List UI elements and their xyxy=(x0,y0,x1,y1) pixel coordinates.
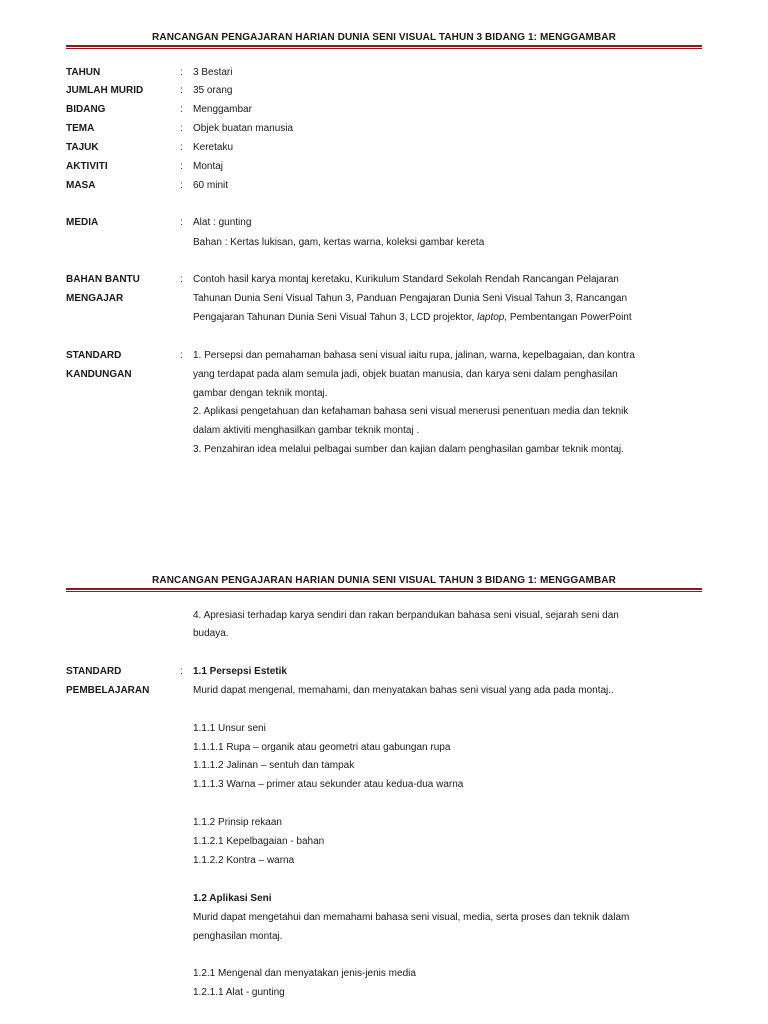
colon: : xyxy=(180,180,183,191)
bahan-bantu-line: Tahunan Dunia Seni Visual Tahun 3, Panduan Pengajaran Dunia Seni Visual Tahun 3, Rancangan xyxy=(193,293,628,304)
section-description: Murid dapat mengetahui dan memahami bahasa seni visual, media, serta proses dan teknik dalam xyxy=(193,912,630,923)
field-label-standard: STANDARD xyxy=(66,350,122,361)
colon: : xyxy=(180,142,183,153)
kandungan-line: 1. Persepsi dan pemahaman bahasa seni visual iaitu rupa, jalinan, warna, kepelbagaian, dan kontra xyxy=(193,350,635,361)
bahan-bantu-line: Contoh hasil karya montaj keretaku, Kurikulum Standard Sekolah Rendah Rancangan Pelajaran xyxy=(193,274,619,285)
kandungan-line: 4. Apresiasi terhadap karya sendiri dan rakan berpandukan bahasa seni visual, sejarah seni dan xyxy=(193,610,619,621)
page-title: RANCANGAN PENGAJARAN HARIAN DUNIA SENI VISUAL TAHUN 3 BIDANG 1: MENGGAMBAR xyxy=(152,32,616,43)
field-label-jumlah-murid: JUMLAH MURID xyxy=(66,85,144,96)
field-label-aktiviti: AKTIVITI xyxy=(66,161,108,172)
list-item: 1.2.1.1 Alat - gunting xyxy=(193,987,285,998)
header-divider xyxy=(66,588,702,592)
field-label-masa: MASA xyxy=(66,180,96,191)
list-item: 1.1.1 Unsur seni xyxy=(193,723,266,734)
field-label-tajuk: TAJUK xyxy=(66,142,99,153)
field-label-kandungan: KANDUNGAN xyxy=(66,369,132,380)
colon: : xyxy=(180,85,183,96)
colon: : xyxy=(180,666,183,677)
colon: : xyxy=(180,67,183,78)
page-title: RANCANGAN PENGAJARAN HARIAN DUNIA SENI VISUAL TAHUN 3 BIDANG 1: MENGGAMBAR xyxy=(152,575,616,586)
bahan-bantu-text: Pembentangan PowerPoint xyxy=(507,312,632,323)
field-value-masa: 60 minit xyxy=(193,180,229,191)
section-title-aplikasi-seni: 1.2 Aplikasi Seni xyxy=(193,893,272,904)
field-label-standard: STANDARD xyxy=(66,666,122,677)
kandungan-line: 3. Penzahiran idea melalui pelbagai sumber dan kajian dalam penghasilan gambar teknik montaj. xyxy=(193,444,624,455)
kandungan-line: budaya. xyxy=(193,628,229,639)
kandungan-line: dalam aktiviti menghasilkan gambar teknik montaj . xyxy=(193,425,420,436)
field-label-tahun: TAHUN xyxy=(66,67,101,78)
list-item: 1.1.2.1 Kepelbagaian - bahan xyxy=(193,836,325,847)
field-value-bidang: Menggambar xyxy=(193,104,252,115)
bahan-bantu-line xyxy=(193,311,632,324)
colon: : xyxy=(180,104,183,115)
section-description: penghasilan montaj. xyxy=(193,931,283,942)
list-item: 1.1.1.2 Jalinan – sentuh dan tampak xyxy=(193,760,355,771)
field-label-bidang: BIDANG xyxy=(66,104,106,115)
list-item: 1.1.2.2 Kontra – warna xyxy=(193,855,295,866)
list-item: 1.2.1 Mengenal dan menyatakan jenis-jenis media xyxy=(193,968,416,979)
field-value-tajuk: Keretaku xyxy=(193,142,234,153)
colon: : xyxy=(180,161,183,172)
colon: : xyxy=(180,123,183,134)
field-label-pembelajaran: PEMBELAJARAN xyxy=(66,685,150,696)
header-divider xyxy=(66,45,702,49)
field-label-media: MEDIA xyxy=(66,217,99,228)
field-value-tema: Objek buatan manusia xyxy=(193,123,294,134)
section-title-persepsi-estetik: 1.1 Persepsi Estetik xyxy=(193,666,287,677)
list-item: 1.1.1.3 Warna – primer atau sekunder atau kedua-dua warna xyxy=(193,779,464,790)
field-value-jumlah-murid: 35 orang xyxy=(193,85,233,96)
media-line: Alat : gunting xyxy=(193,217,252,228)
media-line: Bahan : Kertas lukisan, gam, kertas warna, koleksi gambar kereta xyxy=(193,237,485,248)
list-item: 1.1.2 Prinsip rekaan xyxy=(193,817,282,828)
laptop-text: laptop, xyxy=(477,312,508,323)
colon: : xyxy=(180,350,183,361)
section-description: Murid dapat mengenal, memahami, dan menyatakan bahas seni visual yang ada pada montaj.. xyxy=(193,685,614,696)
colon: : xyxy=(180,274,183,285)
field-value-aktiviti: Montaj xyxy=(193,161,224,172)
field-label-mengajar: MENGAJAR xyxy=(66,293,124,304)
kandungan-line: 2. Aplikasi pengetahuan dan kefahaman bahasa seni visual menerusi penentuan media dan teknik xyxy=(193,406,629,417)
kandungan-line: yang terdapat pada alam semula jadi, objek buatan manusia, dan karya seni dalam penghasilan xyxy=(193,369,618,380)
colon: : xyxy=(180,217,183,228)
bahan-bantu-text: Pengajaran Tahunan Dunia Seni Visual Tahun 3, LCD projektor, xyxy=(193,312,478,323)
field-value-tahun: 3 Bestari xyxy=(193,67,233,78)
kandungan-line: gambar dengan teknik montaj. xyxy=(193,388,328,399)
field-label-tema: TEMA xyxy=(66,123,95,134)
list-item: 1.1.1.1 Rupa – organik atau geometri atau gabungan rupa xyxy=(193,742,451,753)
field-label-bahan-bantu: BAHAN BANTU xyxy=(66,274,140,285)
